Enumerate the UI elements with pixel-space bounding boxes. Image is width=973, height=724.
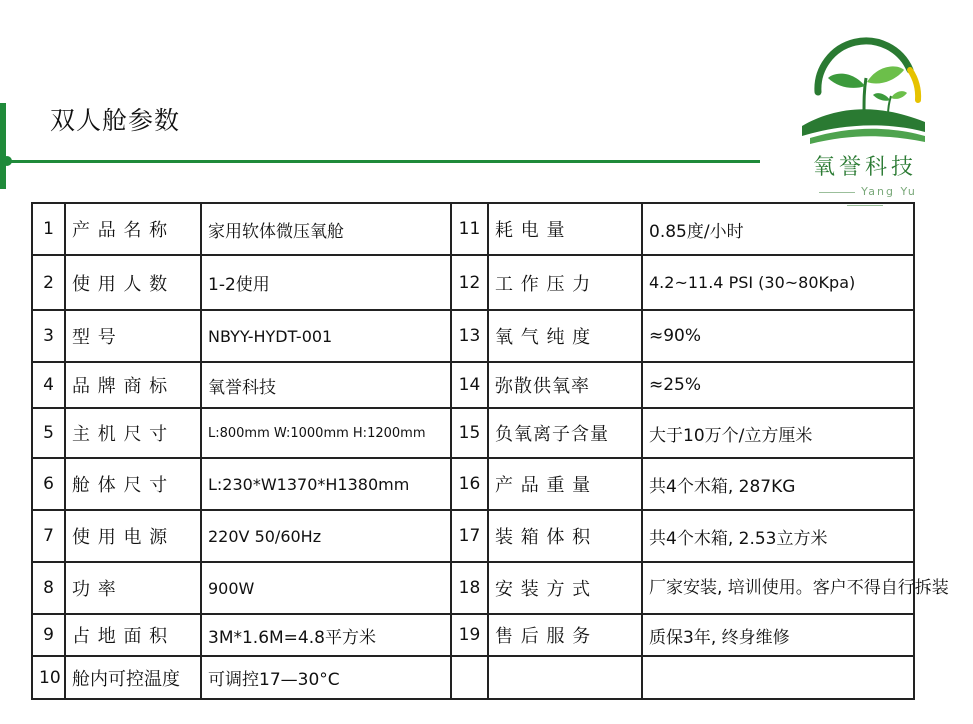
param-value: 3M*1.6M=4.8平方米: [201, 614, 451, 656]
row-number: 4: [32, 362, 65, 408]
row-number: 9: [32, 614, 65, 656]
table-row: [32, 510, 914, 562]
param-value: 220V 50/60Hz: [201, 510, 451, 562]
row-number: 14: [451, 362, 488, 408]
param-value: [642, 656, 914, 699]
row-number: 3: [32, 310, 65, 362]
table-row: [32, 562, 914, 614]
accent-line: [0, 160, 760, 163]
param-value: ≈90%: [642, 310, 914, 362]
param-value: L:800mm W:1000mm H:1200mm: [201, 408, 451, 458]
row-number: 13: [451, 310, 488, 362]
page-title: 双人舱参数: [50, 106, 181, 135]
param-value: 共4个木箱, 287KG: [642, 458, 914, 510]
param-value: ≈25%: [642, 362, 914, 408]
logo-text-en: Yang Yu: [790, 185, 940, 211]
param-label: 产 品 重 量: [488, 458, 642, 510]
company-logo: [790, 30, 940, 205]
logo-text-cn: 氧誉科技: [812, 155, 917, 180]
param-value: 0.85度/小时: [642, 203, 914, 255]
param-label: 工 作 压 力: [488, 255, 642, 310]
param-value: 可调控17—30°C: [201, 656, 451, 699]
param-value: 1-2使用: [201, 255, 451, 310]
row-number: 6: [32, 458, 65, 510]
param-label: 舱内可控温度: [65, 656, 201, 699]
table-row: [32, 656, 914, 699]
param-label: [488, 656, 642, 699]
row-number: 12: [451, 255, 488, 310]
param-value: 家用软体微压氧舱: [201, 203, 451, 255]
param-label: 弥散供氧率: [488, 362, 642, 408]
row-number: 17: [451, 510, 488, 562]
param-value: 氧誉科技: [201, 362, 451, 408]
row-number: 1: [32, 203, 65, 255]
param-value: 900W: [201, 562, 451, 614]
param-label: 使 用 电 源: [65, 510, 201, 562]
param-value: 共4个木箱, 2.53立方米: [642, 510, 914, 562]
param-label: 售 后 服 务: [488, 614, 642, 656]
param-label: 耗 电 量: [488, 203, 642, 255]
row-number: 8: [32, 562, 65, 614]
param-label: 占 地 面 积: [65, 614, 201, 656]
param-label: 型 号: [65, 310, 201, 362]
row-number: 2: [32, 255, 65, 310]
table-row: [32, 614, 914, 656]
param-label: 舱 体 尺 寸: [65, 458, 201, 510]
param-label: 主 机 尺 寸: [65, 408, 201, 458]
row-number: [451, 656, 488, 699]
row-number: 7: [32, 510, 65, 562]
table-row: [32, 458, 914, 510]
row-number: 5: [32, 408, 65, 458]
param-label: 产 品 名 称: [65, 203, 201, 255]
param-value: L:230*W1370*H1380mm: [201, 458, 451, 510]
param-label: 品 牌 商 标: [65, 362, 201, 408]
row-number: 18: [451, 562, 488, 614]
row-number: 16: [451, 458, 488, 510]
param-value: 厂家安装, 培训使用。客户不得自行拆装: [642, 562, 914, 614]
param-label: 使 用 人 数: [65, 255, 201, 310]
param-value: 大于10万个/立方厘米: [642, 408, 914, 458]
table-row: [32, 362, 914, 408]
table-row: [32, 310, 914, 362]
param-label: 安 装 方 式: [488, 562, 642, 614]
table-row: [32, 408, 914, 458]
table-row: [32, 255, 914, 310]
param-value: 质保3年, 终身维修: [642, 614, 914, 656]
row-number: 15: [451, 408, 488, 458]
param-label: 负氧离子含量: [488, 408, 642, 458]
row-number: 11: [451, 203, 488, 255]
row-number: 19: [451, 614, 488, 656]
parameter-table: [31, 202, 949, 700]
accent-bar-vertical: [0, 103, 6, 189]
param-label: 氧 气 纯 度: [488, 310, 642, 362]
row-number: 10: [32, 656, 65, 699]
param-label: 功 率: [65, 562, 201, 614]
accent-dot: [2, 156, 12, 166]
param-label: 装 箱 体 积: [488, 510, 642, 562]
param-value: 4.2~11.4 PSI (30~80Kpa): [642, 255, 914, 310]
param-value: NBYY-HYDT-001: [201, 310, 451, 362]
table-row: [32, 203, 914, 255]
logo-sprout-icon: [790, 30, 940, 150]
